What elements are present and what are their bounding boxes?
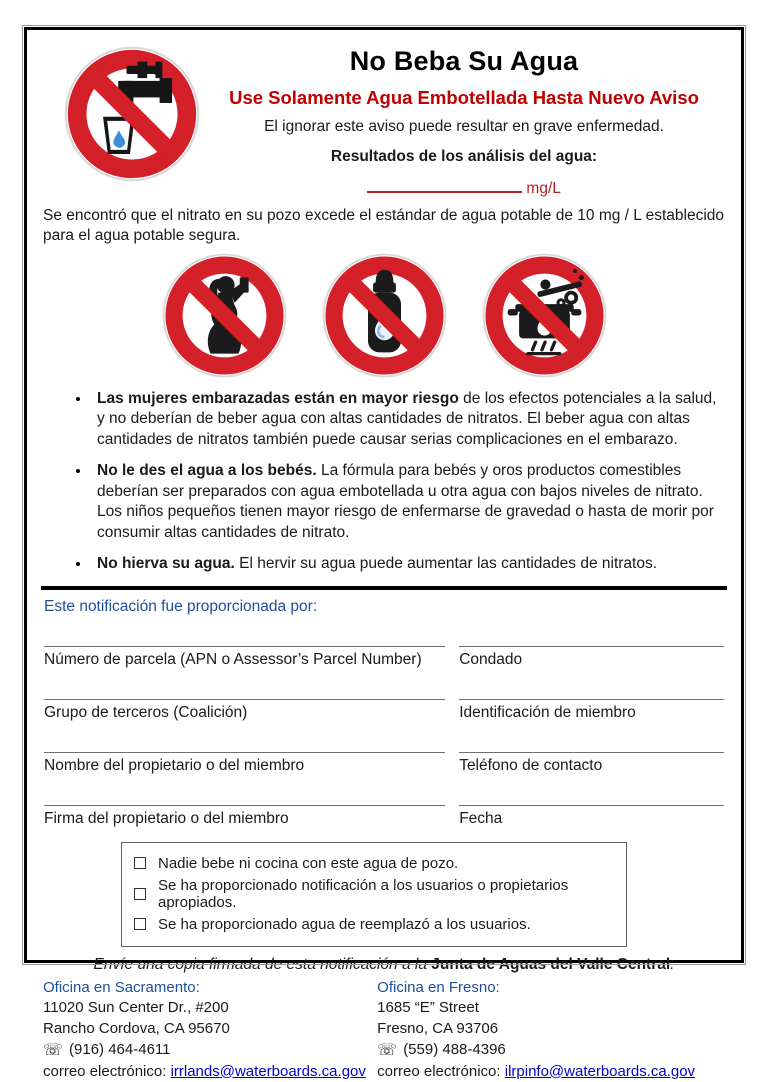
certification-checkbox-box [121, 842, 627, 947]
form-row-1 [44, 646, 724, 669]
office-address-line1: 11020 Sun Center Dr., #200 [43, 999, 229, 1017]
office-email-row [377, 1062, 725, 1082]
no-drinking-water-icon [63, 45, 201, 188]
checkbox-row-nobody-drinks[interactable] [134, 855, 614, 872]
intro-paragraph: Se encontró que el nitrato en su pozo excede el estándar de agua potable de 10 mg / L establecido para el agua potable segura. [43, 207, 725, 245]
results-value-blank [367, 179, 522, 193]
office-contact-columns [43, 978, 725, 1082]
field-contact-phone: Teléfono de contacto [459, 752, 724, 775]
subtitle: Use Solamente Agua Embotellada Hasta Nuevo Aviso [229, 87, 699, 108]
warning-bullet-list [91, 389, 717, 575]
office-address-line1: 1685 “E” Street [377, 999, 479, 1017]
office-address-line2: Rancho Cordova, CA 95670 [43, 1019, 230, 1037]
email-label: correo electrónico: [43, 1062, 171, 1080]
header [41, 40, 727, 198]
field-third-party-group: Grupo de terceros (Coalición) [44, 699, 445, 722]
water-board-name: Junta de Aguas del Valle Central [431, 955, 671, 973]
checkbox-icon[interactable] [134, 857, 146, 869]
office-phone-row [43, 1040, 377, 1062]
form-row-4 [44, 805, 724, 828]
form-row-2 [44, 699, 724, 722]
field-owner-signature: Firma del propietario o del miembro [44, 805, 445, 828]
phone-icon: ☏ [43, 1041, 64, 1059]
section-divider [41, 586, 727, 590]
no-baby-bottle-icon [321, 252, 448, 379]
office-phone: (916) 464-4611 [69, 1041, 171, 1059]
office-name: Oficina en Sacramento: [43, 978, 200, 996]
header-text [201, 40, 727, 198]
no-pregnant-drinking-icon [161, 252, 288, 379]
notification-form [44, 646, 724, 828]
bullet-pregnant-women: • Las mujeres embarazadas están en mayor riesgo de los efectos potenciales a la salud, y no deberían de beber agua con altas cantidades de nitratos. El beber agua con altas cantidades de nitratos también puede causar serias complicaciones en el embarazo. [91, 389, 717, 450]
checkbox-label: Se ha proporcionado agua de reemplazó a los usuarios. [158, 915, 531, 933]
results-unit: mg/L [526, 180, 561, 197]
field-date: Fecha [459, 805, 724, 828]
bullet-boiling: • No hierva su agua. El hervir su agua puede aumentar las cantidades de nitratos. [91, 554, 717, 574]
field-parcel-number: Número de parcela (APN o Assessor’s Parcel Number) [44, 646, 445, 669]
checkbox-icon[interactable] [134, 888, 146, 900]
field-county: Condado [459, 646, 724, 669]
send-copy-instruction: Envíe una copia firmada de esta notificación a la Junta de Aguas del Valle Central: [93, 955, 675, 973]
fresno-email-link[interactable]: ilrpinfo@waterboards.ca.gov [504, 1062, 696, 1080]
results-label: Resultados de los análisis del agua: [330, 148, 598, 165]
checkbox-row-notification-provided[interactable] [134, 877, 614, 911]
checkbox-row-replacement-water[interactable] [134, 916, 614, 933]
checkbox-icon[interactable] [134, 918, 146, 930]
sacramento-office [43, 978, 377, 1082]
office-phone: (559) 488-4396 [403, 1041, 506, 1059]
prohibition-signs-row [41, 252, 727, 379]
email-label: correo electrónico: [377, 1062, 505, 1080]
results-line [201, 179, 727, 198]
phone-icon: ☏ [377, 1041, 398, 1059]
warning-line: El ignorar este aviso puede resultar en grave enfermedad. [264, 118, 664, 135]
checkbox-label: Se ha proporcionado notificación a los usuarios o propietarios apropiados. [158, 876, 569, 911]
bullet-babies: • No le des el agua a los bebés. La fórmula para bebés y oros productos comestibles deberían ser preparados con agua embotellada u otra agua con bajos niveles de nitrato. Los niños pequeños tienen mayor riesgo de enfermarse de gravedad o hasta de morir por consumir altas cantidades de nitrato. [91, 461, 717, 543]
page-title: No Beba Su Agua [349, 46, 579, 76]
notice-page [24, 27, 744, 1080]
office-address-line2: Fresno, CA 93706 [377, 1019, 499, 1037]
field-owner-name: Nombre del propietario o del miembro [44, 752, 445, 775]
office-phone-row [377, 1040, 725, 1062]
office-email-row [43, 1062, 377, 1082]
no-boiling-water-icon [481, 252, 608, 379]
field-member-id: Identificación de miembro [459, 699, 724, 722]
sacramento-email-link[interactable]: irrlands@waterboards.ca.gov [170, 1062, 366, 1080]
provided-by-heading: Este notificación fue proporcionada por: [44, 597, 318, 615]
office-name: Oficina en Fresno: [377, 978, 500, 996]
fresno-office [377, 978, 725, 1082]
checkbox-label: Nadie bebe ni cocina con este agua de pozo. [158, 854, 459, 872]
form-row-3 [44, 752, 724, 775]
